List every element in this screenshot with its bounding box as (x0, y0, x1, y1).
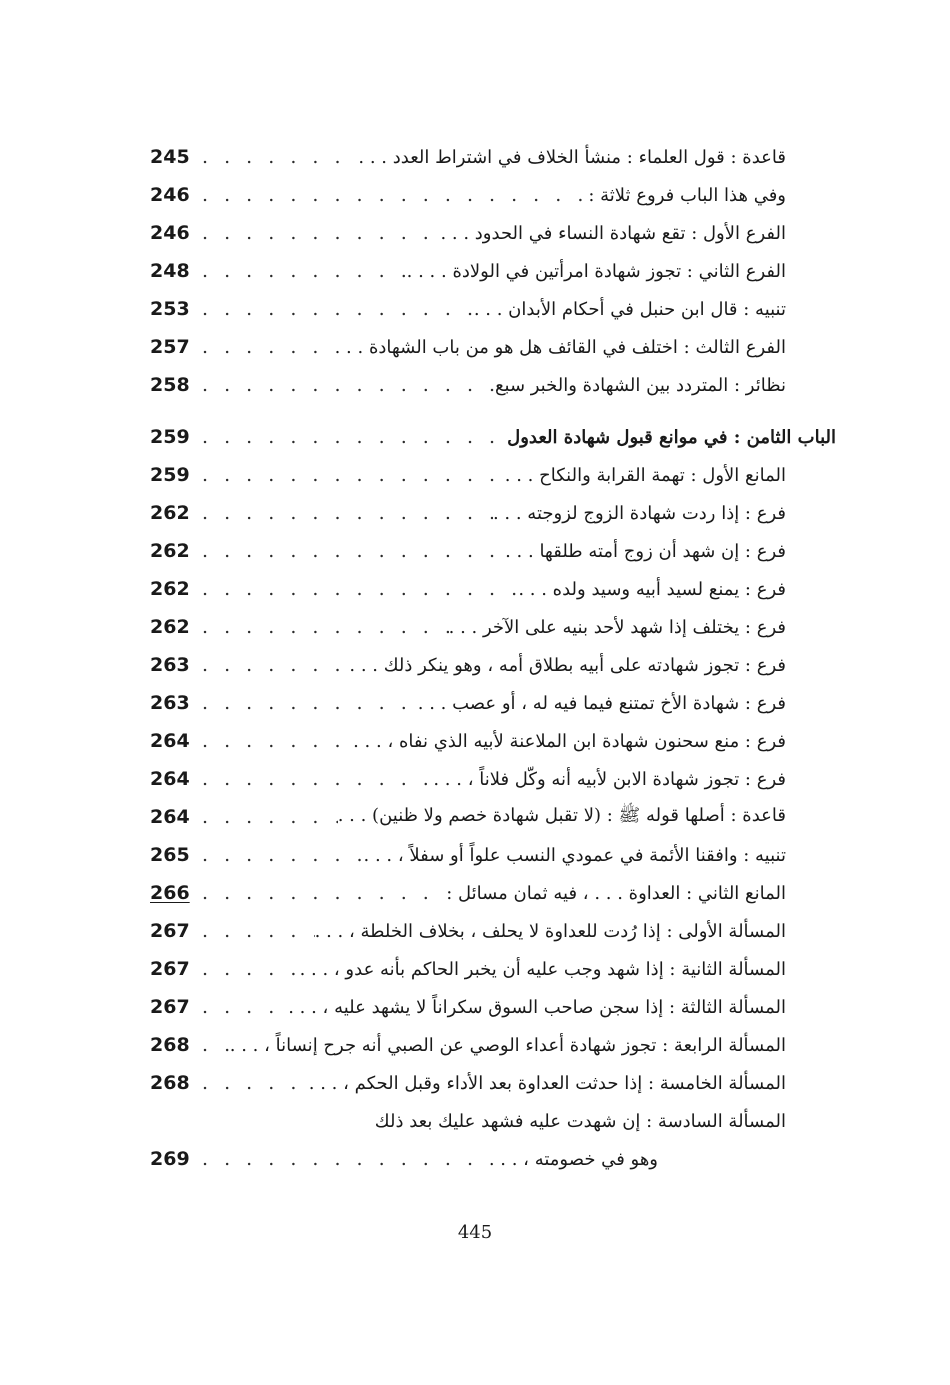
dot-leader (196, 260, 407, 282)
toc-entry-title: فرع : إن شهد أن زوج أمته طلقها . . . (505, 540, 786, 562)
toc-entry (150, 572, 786, 606)
toc-page-number: 267 (150, 996, 190, 1018)
toc-entry (150, 686, 786, 720)
toc-entry (150, 610, 786, 644)
toc-entry (150, 838, 786, 872)
dot-leader (196, 336, 335, 358)
toc-page-number: 265 (150, 844, 190, 866)
toc-page-number: 259 (150, 464, 190, 486)
toc-page-number: 268 (150, 1072, 190, 1094)
dot-leader (196, 654, 349, 676)
toc-entry-title: فرع : إذا ردت شهادة الزوج لزوجته . . . (492, 502, 786, 524)
toc-entry-title: المسألة الخامسة : إذا حدثت العداوة بعد الأداء وقبل الحكم ، . . . (308, 1072, 786, 1094)
toc-entry-continuation (150, 1142, 658, 1176)
toc-page-number: 266 (150, 882, 190, 904)
toc-entry-title: المسألة الأولى : إذا رُدت للعداوة لا يحلف ، بخلاف الخلطة ، . . . (314, 920, 786, 942)
toc-page-number: 264 (150, 806, 190, 828)
dot-leader (196, 768, 433, 790)
toc-entry (150, 1104, 786, 1138)
dot-leader (196, 146, 358, 168)
toc-page-number: 259 (150, 426, 190, 448)
toc-entry (150, 534, 786, 568)
toc-entry (150, 990, 786, 1024)
dot-leader (196, 426, 507, 448)
toc-page-number: 267 (150, 958, 190, 980)
toc-entry-title: نظائر : المتردد بين الشهادة والخبر سبع (494, 374, 786, 396)
toc-entry (150, 292, 786, 326)
toc-entry (150, 1066, 786, 1100)
toc-page-number: 258 (150, 374, 190, 396)
toc-entry (150, 1028, 786, 1062)
toc-page-number: 245 (150, 146, 190, 168)
toc-entry-title: قاعدة : قول العلماء : منشأ الخلاف في اشتراط العدد . . . (358, 146, 786, 168)
toc-entry (150, 800, 786, 834)
toc-entry-title: المانع الثاني : العداوة . . . ، فيه ثمان مسائل : (446, 882, 786, 904)
toc-entry (150, 914, 786, 948)
toc-page-number: 262 (150, 616, 190, 638)
toc-page-number: 269 (150, 1148, 190, 1170)
toc-entry-title: قاعدة : أصلها قوله ﷺ : (لا تقبل شهادة خصم ولا ظنين) . . . (337, 805, 786, 826)
table-of-contents (150, 0, 840, 1200)
dot-leader (196, 882, 446, 904)
toc-entry (150, 724, 786, 758)
dot-leader (196, 298, 474, 320)
toc-page-number: 253 (150, 298, 190, 320)
toc-entry (150, 876, 786, 910)
toc-entry (150, 140, 786, 174)
toc-page-number: 262 (150, 540, 190, 562)
dot-leader (196, 844, 364, 866)
toc-entry (150, 178, 786, 212)
toc-page-number: 267 (150, 920, 190, 942)
toc-entry-title: فرع : يختلف إذا شهد لأحد بنيه على الآخر . . . (448, 616, 786, 638)
dot-leader (196, 958, 300, 980)
dot-leader (196, 464, 505, 486)
toc-entry-title: فرع : شهادة الأخ تمتنع فيما فيه له ، أو عصب . . . (417, 692, 786, 714)
toc-entry-title: المسألة الرابعة : تجوز شهادة أعداء الوصي عن الصبي أنه جرح إنساناً ، . . . (229, 1034, 786, 1056)
toc-entry (150, 648, 786, 682)
toc-entry (150, 216, 786, 250)
toc-entry (150, 254, 786, 288)
dot-leader (196, 374, 495, 396)
toc-entry-title: تنبيه : قال ابن حنبل في أحكام الأبدان . . . (473, 298, 786, 320)
dot-leader (196, 1148, 489, 1170)
dot-leader (196, 996, 288, 1018)
toc-chapter-entry (150, 420, 836, 454)
toc-entry (150, 368, 786, 402)
toc-entry (150, 762, 786, 796)
toc-entry-title: فرع : يمنع لسيد أبيه وسيد ولده . . . (518, 578, 786, 600)
toc-entry-title: المانع الأول : تهمة القرابة والنكاح . . . (504, 464, 786, 486)
toc-page-number: 262 (150, 502, 190, 524)
toc-entry-title: الفرع الأول : تقع شهادة النساء في الحدود . . . (440, 222, 786, 244)
toc-page-number: 257 (150, 336, 190, 358)
toc-entry-title: الفرع الثالث : اختلف في القائف هل هو من باب الشهادة . . . (334, 336, 786, 358)
toc-entry-title: فرع : منع سحنون شهادة ابن الملاعنة لأبيه الذي نفاه ، . . . (353, 730, 786, 752)
toc-page-number: 262 (150, 578, 190, 600)
toc-page-number: 264 (150, 768, 190, 790)
toc-entry-title: الفرع الثاني : تجوز شهادة امرأتين في الولادة . . . . (406, 260, 786, 282)
toc-page-number: 263 (150, 692, 190, 714)
dot-leader (196, 502, 493, 524)
dot-leader (196, 616, 449, 638)
toc-page-number: 264 (150, 730, 190, 752)
toc-entry-title: فرع : تجوز شهادته على أبيه بطلاق أمه ، وهو ينكر ذلك . . . (349, 654, 786, 676)
dot-leader (196, 578, 518, 600)
dot-leader (196, 920, 315, 942)
toc-entry-title: تنبيه : وافقنا الأئمة في عمودي النسب علواً أو سفلاً ، . . . (363, 844, 786, 866)
toc-entry (150, 496, 786, 530)
toc-entry-title: وهو في خصومته ، . . . (488, 1148, 658, 1170)
dot-leader (196, 540, 505, 562)
dot-leader (196, 1072, 309, 1094)
toc-entry-title: المسألة السادسة : إن شهدت عليه فشهد عليك بعد ذلك (374, 1110, 786, 1132)
toc-entry (150, 330, 786, 364)
dot-leader (196, 692, 418, 714)
toc-page-number: 268 (150, 1034, 190, 1056)
toc-entry-title: فرع : تجوز شهادة الابن لأبيه أنه وكّل فلاناً ، . . . (433, 768, 786, 790)
toc-page-number: 246 (150, 184, 190, 206)
toc-page-number: 246 (150, 222, 190, 244)
dot-leader (196, 730, 353, 752)
page-number: 445 (457, 1222, 493, 1243)
dot-leader (196, 1034, 230, 1056)
dot-leader (196, 806, 338, 828)
toc-entry-title: وفي هذا الباب فروع ثلاثة : (588, 184, 786, 206)
dot-leader (196, 222, 440, 244)
toc-page-number: 263 (150, 654, 190, 676)
toc-entry (150, 458, 786, 492)
toc-entry-title: المسألة الثانية : إذا شهد وجب عليه أن يخبر الحاكم بأنه عدو ، . . . (299, 958, 786, 980)
chapter-title: الباب الثامن : في موانع قبول شهادة العدول (507, 426, 836, 448)
toc-entry-title: المسألة الثالثة : إذا سجن صاحب السوق سكراناً لا يشهد عليه ، . . . (288, 996, 786, 1018)
toc-page-number: 248 (150, 260, 190, 282)
dot-leader (196, 184, 588, 206)
toc-entry (150, 952, 786, 986)
